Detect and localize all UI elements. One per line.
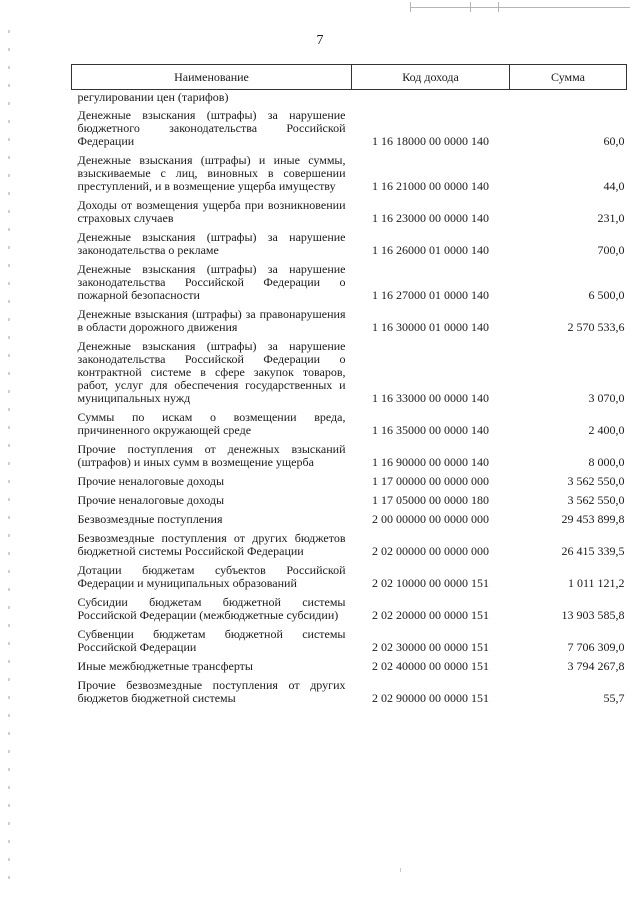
cell-code: 1 17 05000 00 0000 180 — [372, 493, 489, 507]
cell-code — [352, 90, 510, 107]
cell-code: 1 16 33000 00 0000 140 — [372, 391, 489, 405]
cell-amount: 2 570 533,6 — [567, 320, 625, 334]
table-row — [72, 491, 627, 510]
table-row — [72, 228, 627, 260]
table-row — [72, 593, 627, 625]
cell-amount: 1 011 121,2 — [567, 576, 625, 590]
cell-name: Денежные взыскания (штрафы) за нарушение законодательства Российской Федерации о контрактной системе в сфере закупок товаров, работ, услуг для обеспечения государственных и муниципальных нужд — [77, 339, 346, 405]
cell-amount: 13 903 585,8 — [561, 608, 625, 622]
table-header — [72, 65, 627, 90]
cell-name: Денежные взыскания (штрафы) за нарушение законодательства о рекламе — [77, 230, 346, 257]
cell-amount: 26 415 339,5 — [561, 544, 625, 558]
cell-code: 2 02 30000 00 0000 151 — [372, 640, 489, 654]
scan-left-margin-marks — [8, 30, 10, 890]
cell-code: 1 16 18000 00 0000 140 — [372, 134, 489, 148]
cell-name: Доходы от возмещения ущерба при возникновении страховых случаев — [77, 198, 346, 225]
table-row — [72, 106, 627, 151]
cell-name: Прочие безвозмездные поступления от других бюджетов бюджетной системы — [77, 678, 346, 705]
cell-name: Безвозмездные поступления от других бюджетов бюджетной системы Российской Федерации — [77, 531, 346, 558]
cell-amount: 55,7 — [603, 691, 625, 705]
cell-name: Суммы по искам о возмещении вреда, причиненного окружающей среде — [77, 410, 346, 437]
table-row — [72, 260, 627, 305]
table-row — [72, 676, 627, 708]
table-row — [72, 657, 627, 676]
table-row — [72, 529, 627, 561]
cell-amount: 2 400,0 — [588, 423, 625, 437]
cell-amount: 3 562 550,0 — [567, 474, 625, 488]
cell-code: 2 02 20000 00 0000 151 — [372, 608, 489, 622]
cell-name: регулировании цен (тарифов) — [77, 90, 229, 104]
scan-top-rule — [410, 7, 630, 8]
column-header-amount: Сумма — [510, 65, 627, 90]
scan-top-tick — [410, 2, 411, 12]
cell-name: Денежные взыскания (штрафы) за нарушение законодательства Российской Федерации о пожарной безопасности — [77, 262, 346, 302]
scan-bottom-mark — [400, 868, 401, 872]
cell-code: 2 02 10000 00 0000 151 — [372, 576, 489, 590]
table-body — [72, 90, 627, 709]
cell-name: Прочие неналоговые доходы — [77, 493, 225, 507]
column-header-code: Код дохода — [352, 65, 510, 90]
table-row — [72, 561, 627, 593]
cell-name: Дотации бюджетам субъектов Российской Федерации и муниципальных образований — [77, 563, 346, 590]
cell-name: Денежные взыскания (штрафы) и иные суммы, взыскиваемые с лиц, виновных в совершении преступлений, и в возмещение ущерба имуществу — [77, 153, 346, 193]
cell-amount: 3 070,0 — [588, 391, 625, 405]
cell-amount: 231,0 — [597, 211, 625, 225]
cell-name: Субвенции бюджетам бюджетной системы Российской Федерации — [77, 627, 346, 654]
table-row — [72, 337, 627, 408]
cell-name: Денежные взыскания (штрафы) за нарушение бюджетного законодательства Российской Федерации — [77, 108, 346, 148]
table-row — [72, 440, 627, 472]
revenue-table — [71, 64, 627, 708]
table-header-row — [72, 65, 627, 90]
table-row — [72, 472, 627, 491]
cell-name: Денежные взыскания (штрафы) за правонарушения в области дорожного движения — [77, 307, 346, 334]
cell-amount: 6 500,0 — [588, 288, 625, 302]
cell-code: 2 02 40000 00 0000 151 — [372, 659, 489, 673]
scan-top-tick — [498, 2, 499, 12]
cell-code: 1 16 27000 01 0000 140 — [372, 288, 489, 302]
cell-amount: 44,0 — [603, 179, 625, 193]
cell-code: 2 02 90000 00 0000 151 — [372, 691, 489, 705]
cell-amount — [510, 90, 627, 107]
table-row-continuation — [72, 90, 627, 107]
cell-code: 1 16 23000 00 0000 140 — [372, 211, 489, 225]
cell-code: 1 16 30000 01 0000 140 — [372, 320, 489, 334]
cell-name: Прочие неналоговые доходы — [77, 474, 225, 488]
cell-amount: 3 794 267,8 — [567, 659, 625, 673]
table-row — [72, 408, 627, 440]
cell-name: Безвозмездные поступления — [77, 512, 223, 526]
cell-name: Прочие поступления от денежных взысканий (штрафов) и иных сумм в возмещение ущерба — [77, 442, 346, 469]
cell-amount: 29 453 899,8 — [561, 512, 625, 526]
cell-code: 2 02 00000 00 0000 000 — [372, 544, 489, 558]
cell-code: 1 16 90000 00 0000 140 — [372, 455, 489, 469]
cell-amount: 60,0 — [603, 134, 625, 148]
cell-code: 2 00 00000 00 0000 000 — [372, 512, 489, 526]
page-number: 7 — [316, 33, 324, 48]
cell-amount: 3 562 550,0 — [567, 493, 625, 507]
table-row — [72, 510, 627, 529]
cell-code: 1 16 26000 01 0000 140 — [372, 243, 489, 257]
table-row — [72, 305, 627, 337]
column-header-name: Наименование — [72, 65, 352, 90]
cell-name: Субсидии бюджетам бюджетной системы Российской Федерации (межбюджетные субсидии) — [77, 595, 346, 622]
table-row — [72, 196, 627, 228]
table-row — [72, 151, 627, 196]
scan-top-tick — [470, 2, 471, 12]
cell-code: 1 16 21000 00 0000 140 — [372, 179, 489, 193]
table-row — [72, 625, 627, 657]
cell-code: 1 16 35000 00 0000 140 — [372, 423, 489, 437]
cell-amount: 8 000,0 — [588, 455, 625, 469]
cell-amount: 700,0 — [597, 243, 625, 257]
cell-name: Иные межбюджетные трансферты — [77, 659, 253, 673]
cell-code: 1 17 00000 00 0000 000 — [372, 474, 489, 488]
cell-amount: 7 706 309,0 — [567, 640, 625, 654]
